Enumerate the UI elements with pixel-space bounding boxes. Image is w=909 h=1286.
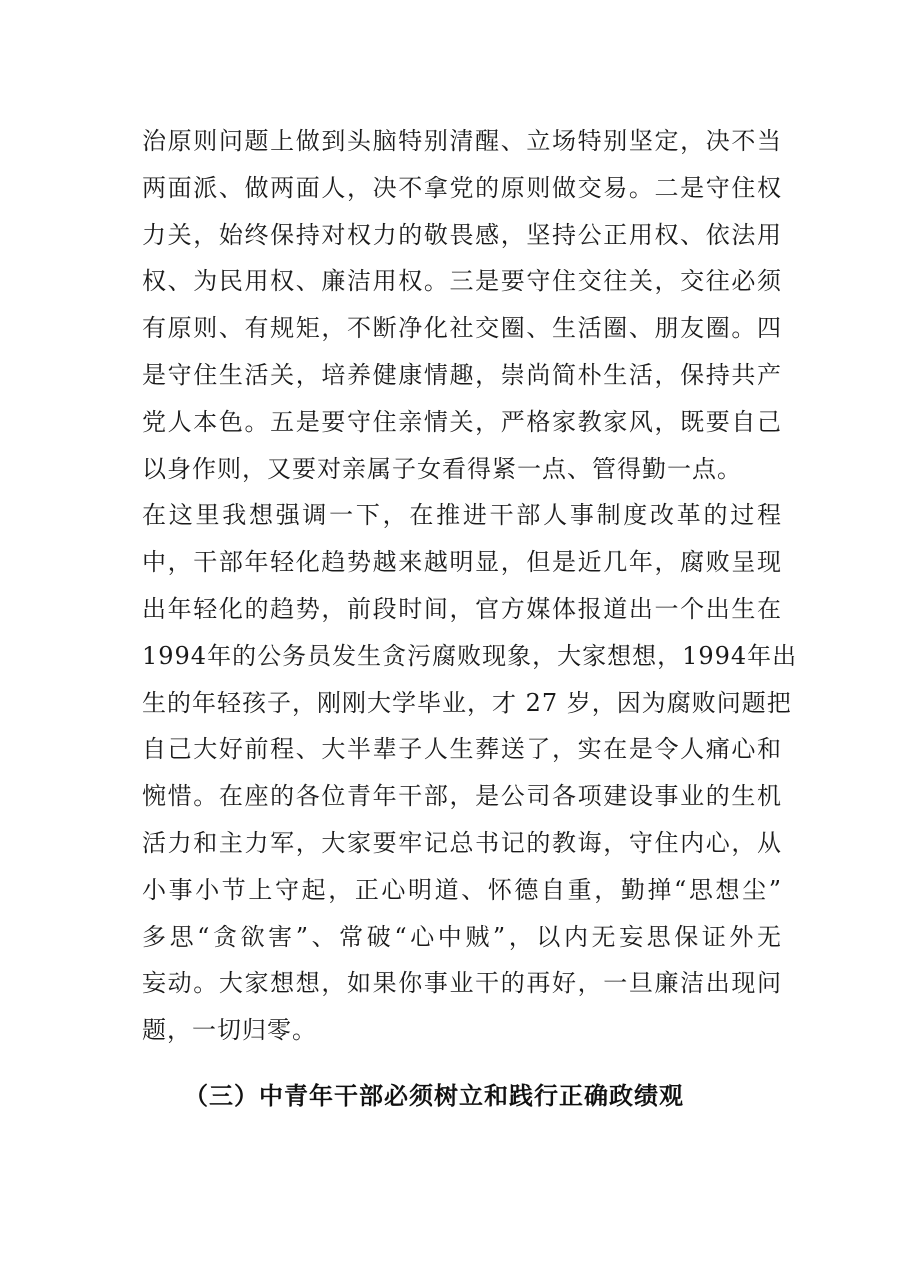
section-heading: （三）中青年干部必须树立和践行正确政绩观	[184, 1082, 684, 1110]
paragraph-2-line: 活力和主力军，大家要牢记总书记的教诲，守住内心，从	[142, 828, 782, 857]
paragraph-2-line: 在这里我想强调一下，在推进干部人事制度改革的过程	[142, 501, 782, 530]
paragraph-2-line: 中，干部年轻化趋势越来越明显，但是近几年，腐败呈现	[142, 548, 782, 577]
paragraph-1-line: 权、为民用权、廉洁用权。三是要守住交往关，交往必须	[142, 267, 782, 296]
paragraph-2-line: 1994年的公务员发生贪污腐败现象，大家想想，1994年出	[142, 641, 798, 670]
paragraph-1-line: 是守住生活关，培养健康情趣，崇尚简朴生活，保持共产	[142, 360, 782, 389]
paragraph-1-line: 两面派、做两面人，决不拿党的原则做交易。二是守住权	[142, 173, 782, 202]
paragraph-2-line: 自己大好前程、大半辈子人生葬送了，实在是令人痛心和	[142, 735, 782, 764]
paragraph-2-line: 多思“贪欲害”、常破“心中贼”，以内无妄思保证外无	[142, 922, 782, 951]
paragraph-2-line: 出年轻化的趋势，前段时间，官方媒体报道出一个出生在	[142, 594, 782, 623]
paragraph-1-line: 党人本色。五是要守住亲情关，严格家教家风，既要自己	[142, 407, 782, 436]
paragraph-2-line: 妄动。大家想想，如果你事业干的再好，一旦廉洁出现问	[142, 969, 782, 998]
paragraph-1-line: 有原则、有规矩，不断净化社交圈、生活圈、朋友圈。四	[142, 314, 782, 343]
paragraph-2-line: 题，一切归零。	[142, 1016, 317, 1045]
paragraph-2-line: 生的年轻孩子，刚刚大学毕业，才 27 岁，因为腐败问题把	[142, 688, 792, 717]
paragraph-1-line: 以身作则，又要对亲属子女看得紧一点、管得勤一点。	[142, 454, 742, 483]
paragraph-2-line: 小事小节上守起，正心明道、怀德自重，勤掸“思想尘”	[142, 875, 782, 904]
paragraph-1-line: 治原则问题上做到头脑特别清醒、立场特别坚定，决不当	[142, 127, 782, 155]
body-text	[142, 118, 798, 1054]
paragraph-1-line: 力关，始终保持对权力的敬畏感，坚持公正用权、依法用	[142, 220, 782, 249]
paragraph-2-line: 惋惜。在座的各位青年干部，是公司各项建设事业的生机	[142, 782, 782, 811]
